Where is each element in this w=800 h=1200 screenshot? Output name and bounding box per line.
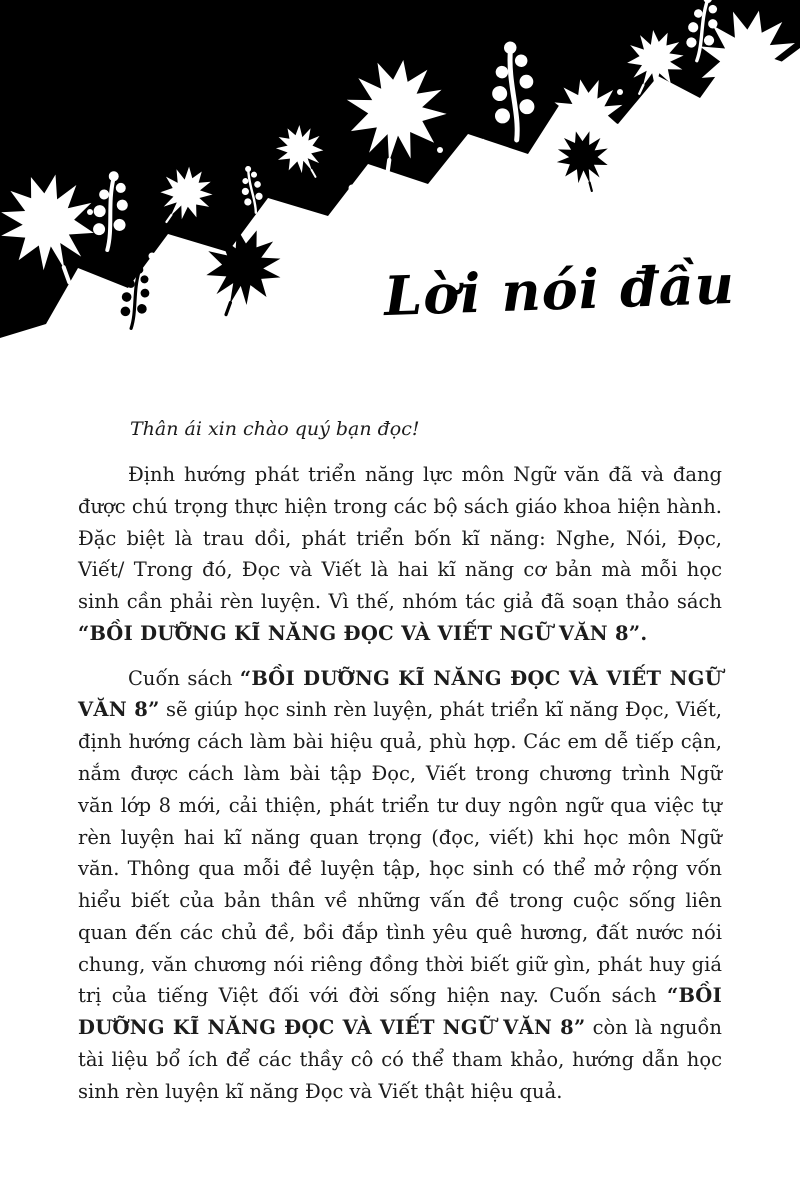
greeting-line: Thân ái xin chào quý bạn đọc! xyxy=(130,418,420,440)
paragraph-2 xyxy=(78,663,722,1108)
paragraph-1 xyxy=(78,459,722,650)
decorative-header xyxy=(0,0,800,400)
paragraph-text: sẽ giúp học sinh rèn luyện, phát triển kĩ năng Đọc, Viết, định hướng cách làm bài hiệu quả, phù hợp. Các em dễ tiếp cận, nắm được cách làm bài tập Đọc, Viết trong chương trình Ngữ văn lớp 8 mới, cải thiện, phát triển tư duy ngôn ngữ qua việc tự rèn luyện hai kĩ năng quan trọng (đọc, viết) khi học môn Ngữ văn. Thông qua mỗi đề luyện tập, học sinh có thể mở rộng vốn hiểu biết của bản thân về những vấn đề trong cuộc sống liên quan đến các chủ đề, bồi đắp tình yêu quê hương, đất nước nói chung, văn chương nói riêng đồng thời biết giữ gìn, phát huy giá trị của tiếng Việt đối với đời sống hiện nay. Cuốn sách xyxy=(78,698,722,1008)
paragraph-text: còn là nguồn tài liệu bổ ích để các thầy cô có thể tham khảo, hướng dẫn học sinh rèn luyện kĩ năng Đọc và Viết thật hiệu quả. xyxy=(78,1016,722,1103)
book-title-emphasis: “BỒI DƯỠNG KĨ NĂNG ĐỌC VÀ VIẾT NGỮ VĂN 8” xyxy=(78,666,722,722)
book-title-emphasis: “BỒI DƯỠNG KĨ NĂNG ĐỌC VÀ VIẾT NGỮ VĂN 8” xyxy=(78,984,722,1040)
paragraph-text: Cuốn sách xyxy=(128,666,240,690)
page-title: Lời nói đầu xyxy=(382,251,736,329)
book-title-emphasis: “BỒI DƯỠNG KĨ NĂNG ĐỌC VÀ VIẾT NGỮ VĂN 8”. xyxy=(78,621,648,645)
preface-content xyxy=(0,400,800,1108)
paragraph-text: Định hướng phát triển năng lực môn Ngữ văn đã và đang được chú trọng thực hiện trong các bộ sách giáo khoa hiện hành. Đặc biệt là trau dồi, phát triển bốn kĩ năng: Nghe, Nói, Đọc, Viết/ Trong đó, Đọc và Viết là hai kĩ năng cơ bản mà mỗi học sinh cần phải rèn luyện. Vì thế, nhóm tác giả đã soạn thảo sách xyxy=(78,462,722,614)
leaves-banner-graphic xyxy=(0,0,800,400)
